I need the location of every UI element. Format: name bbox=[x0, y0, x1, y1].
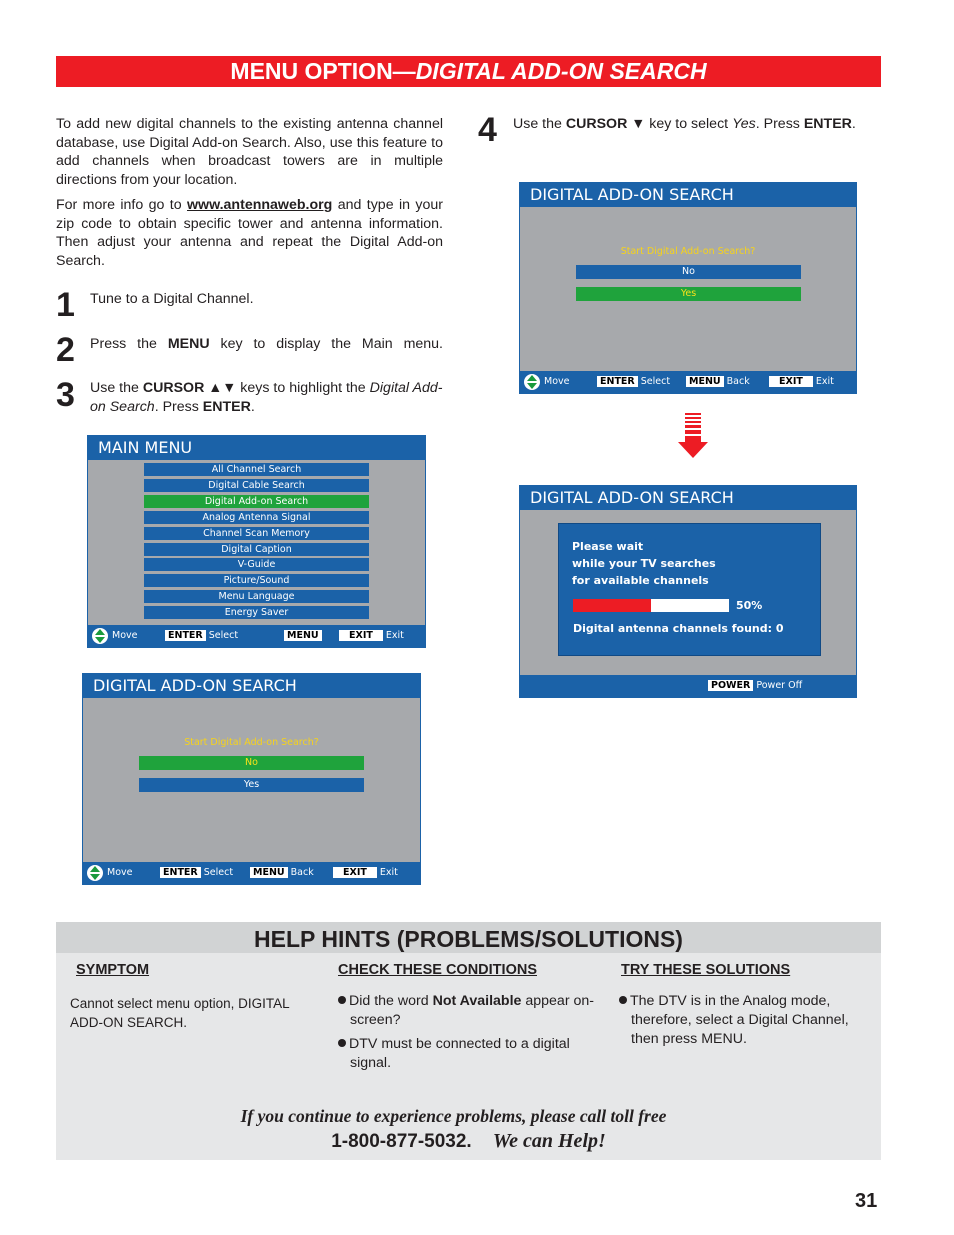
footer-enter-key: ENTER bbox=[165, 630, 206, 641]
addon-question: Start Digital Add-on Search? bbox=[184, 737, 319, 748]
footer-enter-key: ENTER bbox=[160, 867, 201, 878]
step-3-mid2: . Press bbox=[154, 398, 203, 415]
solution-text: The DTV is in the Analog mode, therefore, select a Digital Channel, then press MENU. bbox=[630, 993, 849, 1047]
bullet-icon bbox=[338, 996, 346, 1004]
down-arrow-icon bbox=[677, 413, 709, 459]
option-yes[interactable]: Yes bbox=[576, 287, 801, 301]
step-2-post: key to display the Main menu. bbox=[209, 336, 443, 352]
footer-exit-label: Exit bbox=[379, 867, 398, 878]
main-menu-item[interactable]: V-Guide bbox=[144, 558, 369, 571]
step-2-text bbox=[90, 335, 443, 354]
step-4-key: CURSOR ▼ bbox=[565, 116, 646, 132]
step-2-number: 2 bbox=[56, 331, 75, 369]
intro-p2-post: and type in your zip code to obtain specific tower and antenna information. Then adjust your antenna and repeat the Digital Add-on Search. bbox=[56, 197, 443, 270]
option-no[interactable]: No bbox=[576, 265, 801, 279]
footer-exit-label: Exit bbox=[385, 630, 404, 641]
step-3-key2: ENTER bbox=[202, 398, 251, 415]
addon-screen-title: DIGITAL ADD-ON SEARCH bbox=[520, 183, 856, 207]
main-menu-item[interactable]: Digital Add-on Search bbox=[144, 495, 369, 508]
step-1-number: 1 bbox=[56, 286, 75, 324]
footer-exit-key: EXIT bbox=[769, 376, 813, 387]
step-3-key: CURSOR ▲▼ bbox=[142, 380, 237, 396]
addon-question: Start Digital Add-on Search? bbox=[620, 246, 756, 257]
main-menu-item[interactable]: Channel Scan Memory bbox=[144, 527, 369, 540]
footer-move-label: Move bbox=[544, 376, 570, 387]
step-3-mid: keys to highlight the bbox=[236, 380, 370, 396]
step-2-pre: Press the bbox=[90, 336, 168, 352]
step-3-italic: Digital Add-on Search bbox=[90, 380, 443, 415]
search-line-1: Please wait bbox=[572, 540, 644, 553]
step-4-text bbox=[513, 115, 866, 134]
step-4-post: . bbox=[851, 116, 856, 132]
footer-select-label: Select bbox=[640, 376, 671, 387]
footer-power-key: POWER bbox=[708, 680, 753, 691]
footer-exit-key: EXIT bbox=[333, 867, 377, 878]
antennaweb-link[interactable]: www.antennaweb.org bbox=[187, 197, 333, 213]
condition-2-text: DTV must be connected to a digital signal. bbox=[349, 1036, 570, 1071]
step-2-key: MENU bbox=[167, 336, 210, 352]
footer-menu-key: MENU bbox=[250, 867, 288, 878]
addon-screen-footer bbox=[83, 862, 420, 884]
search-progress-fill bbox=[573, 599, 651, 612]
step-3-number: 3 bbox=[56, 376, 75, 414]
move-arrows-icon bbox=[524, 374, 540, 390]
solutions-header: TRY THESE SOLUTIONS bbox=[621, 962, 791, 978]
page-number: 31 bbox=[855, 1190, 878, 1212]
step-4-mid2: . Press bbox=[755, 116, 804, 132]
main-menu-screen bbox=[87, 435, 426, 648]
footer-power-off-label: Power Off bbox=[756, 680, 803, 691]
banner-title-italic: DIGITAL ADD-ON SEARCH bbox=[415, 58, 707, 84]
banner-title-plain: MENU OPTION— bbox=[230, 58, 416, 84]
bullet-icon bbox=[338, 1039, 346, 1047]
footer-move-label: Move bbox=[107, 867, 133, 878]
search-dialog bbox=[558, 523, 821, 656]
footer-exit-key: EXIT bbox=[339, 630, 383, 641]
footer-select-label: Select bbox=[208, 630, 239, 641]
step-4-mid: key to select bbox=[645, 116, 733, 132]
main-menu-footer bbox=[88, 625, 425, 647]
addon-screen-no-selected bbox=[82, 673, 421, 885]
step-3-pre: Use the bbox=[90, 380, 143, 396]
option-yes[interactable]: Yes bbox=[139, 778, 364, 792]
footer-exit-label: Exit bbox=[815, 376, 834, 387]
intro-paragraph-1: To add new digital channels to the existing antenna channel database, use Digital Add-on Search. Also, use this feature to add channels when broadcast towers are in multiple directions from your location. bbox=[56, 116, 443, 189]
phone-line bbox=[56, 1130, 881, 1153]
main-menu-item[interactable]: Picture/Sound bbox=[144, 574, 369, 587]
solution-1 bbox=[619, 992, 877, 1049]
search-message bbox=[572, 538, 716, 589]
call-line: If you continue to experience problems, please call toll free bbox=[240, 1106, 667, 1126]
search-screen-title: DIGITAL ADD-ON SEARCH bbox=[520, 486, 856, 510]
step-1-text: Tune to a Digital Channel. bbox=[90, 291, 254, 307]
option-no[interactable]: No bbox=[139, 756, 364, 770]
footer-menu-key: MENU bbox=[686, 376, 724, 387]
step-3-text bbox=[90, 379, 443, 416]
step-3-post: . bbox=[250, 398, 255, 415]
section-title-banner bbox=[56, 56, 881, 87]
main-menu-title: MAIN MENU bbox=[88, 436, 425, 460]
bullet-icon bbox=[619, 996, 627, 1004]
step-4-key2: ENTER bbox=[803, 116, 852, 132]
step-4-pre: Use the bbox=[513, 116, 566, 132]
help-hints-title: HELP HINTS (PROBLEMS/SOLUTIONS) bbox=[56, 922, 881, 953]
main-menu-item[interactable]: Digital Caption bbox=[144, 543, 369, 556]
search-progress-screen bbox=[519, 485, 857, 698]
search-screen-footer bbox=[520, 675, 856, 697]
move-arrows-icon bbox=[92, 628, 108, 644]
footer-back-label: Back bbox=[726, 376, 750, 387]
search-percent: 50% bbox=[736, 599, 763, 612]
addon-screen-title: DIGITAL ADD-ON SEARCH bbox=[83, 674, 420, 698]
footer-menu-key: MENU bbox=[284, 630, 322, 641]
intro-p2-pre: For more info go to bbox=[56, 197, 188, 213]
condition-1 bbox=[338, 992, 603, 1030]
phone-number: 1-800-877-5032. bbox=[331, 1131, 472, 1152]
move-arrows-icon bbox=[87, 865, 103, 881]
channels-found: Digital antenna channels found: 0 bbox=[573, 622, 784, 635]
conditions-header: CHECK THESE CONDITIONS bbox=[338, 962, 537, 978]
step-4-number: 4 bbox=[478, 111, 497, 149]
search-progress-bar bbox=[573, 599, 729, 612]
search-line-2: while your TV searches bbox=[572, 557, 716, 570]
can-help-text: We can Help! bbox=[492, 1130, 606, 1152]
footer-enter-key: ENTER bbox=[597, 376, 638, 387]
search-line-3: for available channels bbox=[572, 574, 709, 587]
condition-1-post: appear on-screen? bbox=[350, 993, 594, 1028]
addon-screen-yes-selected bbox=[519, 182, 857, 394]
main-menu-item[interactable]: Energy Saver bbox=[144, 606, 369, 619]
footer-select-label: Select bbox=[203, 867, 234, 878]
addon-screen-footer bbox=[520, 371, 856, 393]
symptom-header: SYMPTOM bbox=[76, 962, 150, 978]
condition-1-pre: Did the word bbox=[349, 993, 433, 1009]
main-menu-item[interactable]: Menu Language bbox=[144, 590, 369, 603]
condition-2 bbox=[338, 1035, 603, 1073]
main-menu-item[interactable]: Digital Cable Search bbox=[144, 479, 369, 492]
condition-1-bold: Not Available bbox=[432, 993, 522, 1009]
symptom-text: Cannot select menu option, DIGITAL ADD-ON SEARCH. bbox=[70, 996, 290, 1030]
footer-back-label: Back bbox=[290, 867, 314, 878]
main-menu-item[interactable]: All Channel Search bbox=[144, 463, 369, 476]
step-4-italic: Yes bbox=[732, 116, 756, 132]
footer-move-label: Move bbox=[112, 630, 138, 641]
intro-paragraph-2 bbox=[56, 196, 443, 271]
main-menu-item[interactable]: Analog Antenna Signal bbox=[144, 511, 369, 524]
